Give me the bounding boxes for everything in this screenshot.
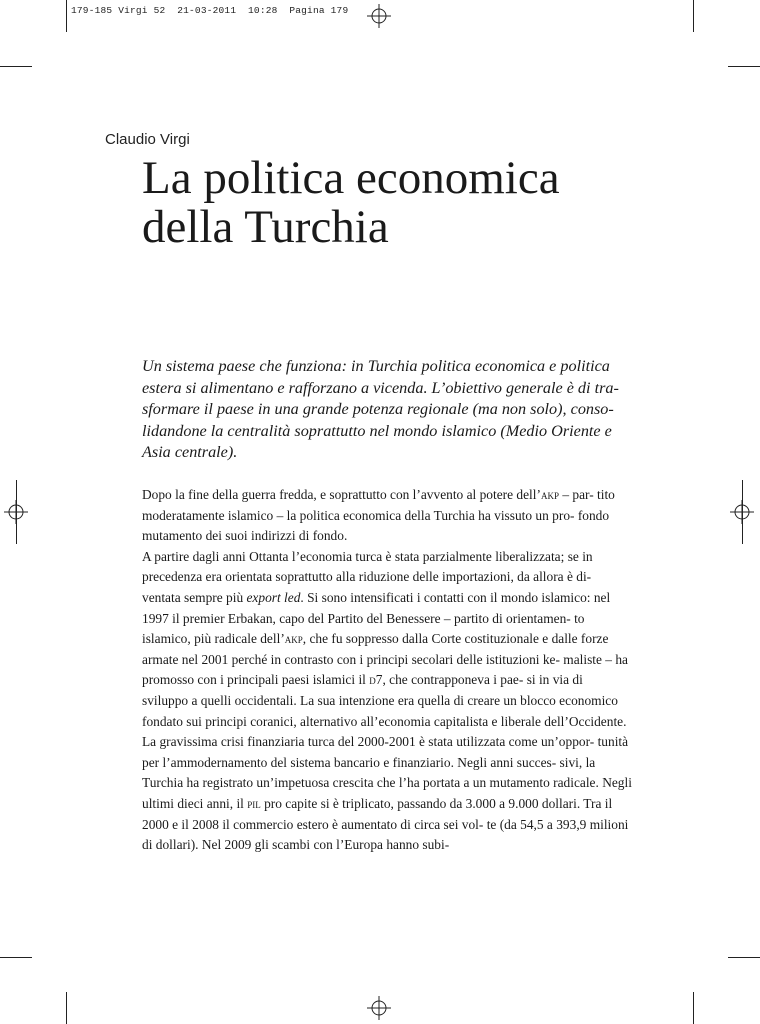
p3-acronym-pil: pil	[247, 795, 261, 811]
crop-mark-bottom-right-horizontal	[728, 957, 760, 958]
p2-acronym-akp: akp	[284, 631, 303, 647]
title-line-1: La politica economica	[142, 152, 560, 204]
crop-mark-bottom-right-vertical	[693, 992, 694, 1024]
registration-mark-bottom-icon	[367, 996, 391, 1020]
p2-text-c: , che fu soppresso dalla Corte costituzionale e dalle forze armate nel 2001 perché in contrasto con i principi secolari delle istituzioni ke- maliste – ha promosso con i principali paesi islamici il	[142, 631, 628, 688]
title-line-2: della Turchia	[142, 201, 389, 253]
p2-text-a: A partire dagli anni Ottanta l’economia turca è stata parzialmente liberalizzata; se in precedenza era orientata soprattutto alla riduzione delle importazioni, da allora è di- ventata sempre più	[142, 548, 593, 605]
abstract: Un sistema paese che funziona: in Turchia politica economica e politica estera si alimentano e rafforzano a vicenda. L’obiettivo generale è di tra- sformare il paese in una grande potenza regionale (ma non solo), conso- lidandone la centralità soprattutto nel mondo islamico (Medio Oriente e Asia centrale).	[142, 357, 619, 461]
side-mark-left-line	[16, 480, 17, 544]
crop-mark-top-right-vertical	[693, 0, 694, 32]
p3-text-b: pro capite si è triplicato, passando da 3.000 a 9.000 dollari. Tra il 2000 e il 2008 il commercio estero è aumentato di circa sei vol- te (da 54,5 a 393,9 milioni di dollari). Nel 2009 gli scambi con l’Europa hanno subi-	[142, 795, 629, 853]
p3-text-a: La gravissima crisi finanziaria turca del 2000-2001 è stata utilizzata come un’oppor- tunità per l’ammodernamento del sistema bancario e finanziario. Negli anni succes- sivi, la Turchia ha registrato un’impetuosa crescita che l’ha portata a un mutamento radicale. Negli ultimi dieci anni, il	[142, 734, 632, 811]
body-text	[142, 485, 632, 856]
crop-mark-bottom-left-vertical	[66, 992, 67, 1024]
p1-acronym-akp: akp	[540, 487, 559, 502]
p1-text-b: – par- tito moderatamente islamico – la politica economica della Turchia ha vissuto un pro- fondo mutamento dei suoi indirizzi di fondo.	[142, 487, 615, 544]
side-mark-right-line	[742, 480, 743, 544]
crop-mark-top-left-horizontal	[0, 66, 32, 67]
p2-text-b: . Si sono intensificati i contatti con il mondo islamico: nel 1997 il premier Erbakan, capo del Partito del Benessere – partito di orientamen- to islamico, più radicale dell’	[142, 589, 611, 647]
crop-mark-bottom-left-horizontal	[0, 957, 32, 958]
paragraph-1	[142, 485, 632, 547]
print-slug: 179-185 Virgi 52 21-03-2011 10:28 Pagina 179	[71, 5, 349, 16]
p1-text-a: Dopo la fine della guerra fredda, e soprattutto con l’avvento al potere dell’	[142, 487, 541, 502]
paragraph-3	[142, 732, 632, 856]
p2-acronym-d7: d7	[369, 672, 383, 688]
p2-export-led: export led	[246, 589, 301, 605]
crop-mark-top-left-vertical	[66, 0, 67, 32]
p2-text-d: , che contrapponeva i pae- si in via di sviluppo a quelli occidentali. La sua intenzione era quella di creare un blocco economico fondato sui principi coranici, alternativo all’economia capitalista e liberale dell’Occidente.	[142, 672, 627, 729]
author-name: Claudio Virgi	[105, 131, 190, 148]
crop-mark-top-right-horizontal	[728, 66, 760, 67]
paragraph-2	[142, 547, 632, 732]
article-title	[142, 154, 702, 252]
registration-mark-top-icon	[367, 4, 391, 28]
